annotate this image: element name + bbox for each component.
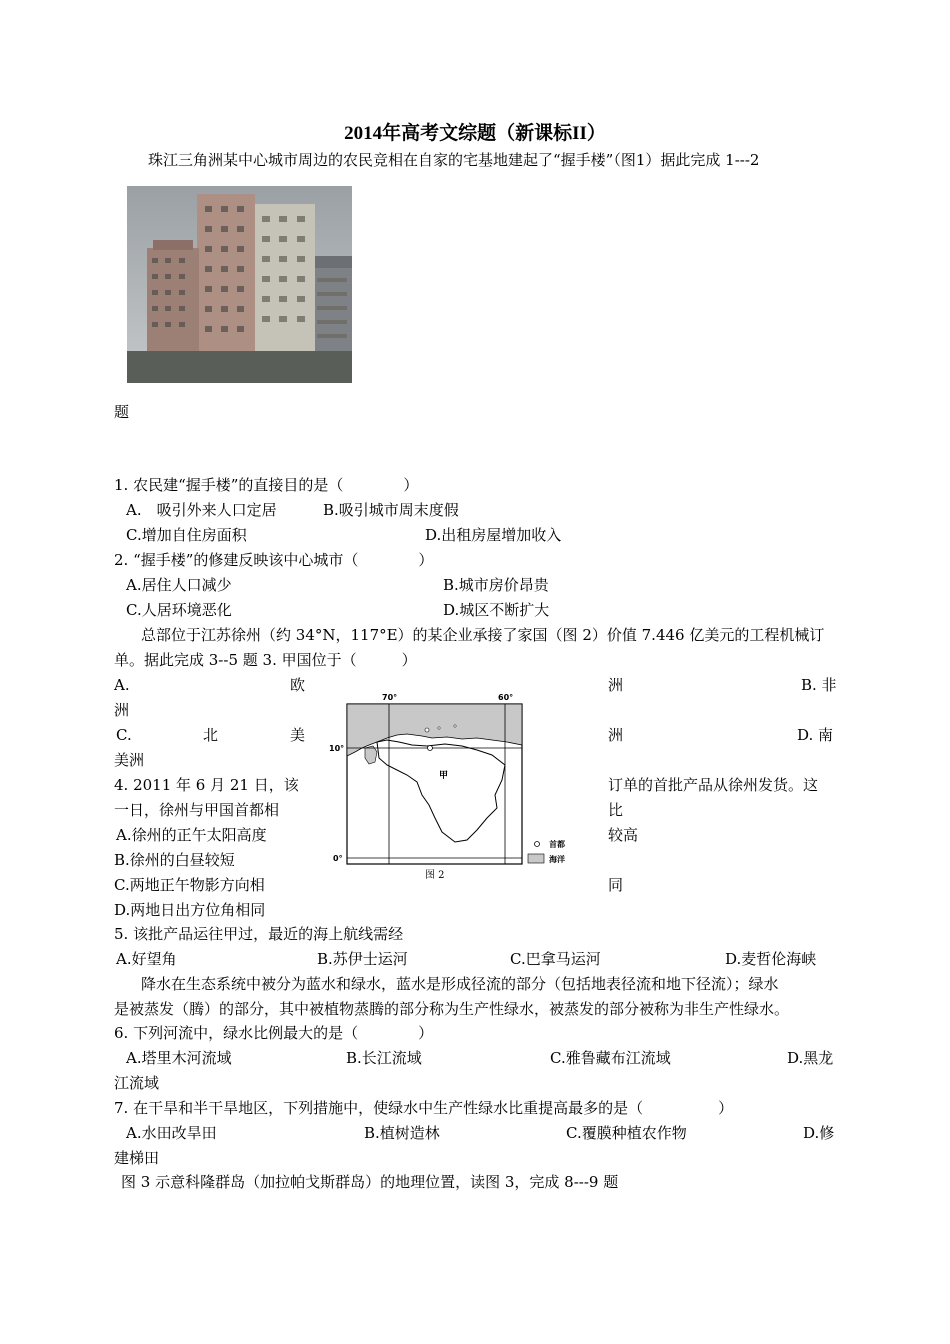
q7-option-b: B.植树造林 <box>364 1124 440 1142</box>
q3-option-a-text-2: 洲 <box>608 676 624 694</box>
lat-label-10: 10° <box>329 744 345 753</box>
lat-label-0: 0° <box>333 854 343 863</box>
q4-option-d: D.两地日出方位角相同 <box>114 901 266 919</box>
q3-option-a-label: A. <box>114 676 130 694</box>
q6-option-d-1: D.黑龙 <box>787 1049 834 1067</box>
q4-line-2a: 一日，徐州与甲国首都相 <box>114 801 280 819</box>
passage2-line-2: 单。据此完成 3--5 题 3. 甲国位于（ ） <box>114 651 417 669</box>
q1-option-b: B.吸引城市周末度假 <box>323 501 459 519</box>
passage3-line-2: 是被蒸发（腾）的部分，其中被植物蒸腾的部分称为生产性绿水，被蒸发的部分被称为非生产性绿水。 <box>114 1000 790 1018</box>
q1-option-a: A. 吸引外来人口定居 <box>126 501 277 519</box>
q4-option-a-1: A.徐州的正午太阳高度 <box>116 826 267 844</box>
q3-option-d-text: 美洲 <box>114 751 145 769</box>
q4-option-a-2: 较高 <box>608 826 639 844</box>
q4-option-c-1: C.两地正午物影方向相 <box>114 876 265 894</box>
q3-option-d-label: D. 南 <box>797 726 834 744</box>
q2-option-d: D.城区不断扩大 <box>443 601 550 619</box>
country-label: 甲 <box>439 771 449 781</box>
q2-option-c: C.人居环境恶化 <box>126 601 232 619</box>
q3-option-c-text-1: 北 <box>203 726 219 744</box>
q7-stem: 7. 在干旱和半干旱地区，下列措施中，使绿水中生产性绿水比重提高最多的是（ ） <box>114 1099 734 1117</box>
q7-option-a: A.水田改旱田 <box>126 1124 217 1142</box>
q4-option-c-2: 同 <box>608 876 624 894</box>
page-title: 2014年高考文综题（新课标II） <box>344 123 606 144</box>
q2-option-b: B.城市房价昂贵 <box>443 576 549 594</box>
q4-line-1b: 订单的首批产品从徐州发货。这 <box>608 776 819 794</box>
q5-option-b: B.苏伊士运河 <box>317 950 408 968</box>
q3-option-b-text: 洲 <box>114 701 130 719</box>
q7-option-c: C.覆膜种植农作物 <box>566 1124 687 1142</box>
figure-2-caption: 图 2 <box>425 870 445 881</box>
q4-line-2b: 比 <box>608 801 624 819</box>
q5-option-c: C.巴拿马运河 <box>510 950 601 968</box>
q3-option-b-label: B. 非 <box>801 676 837 694</box>
q2-stem: 2. “握手楼”的修建反映该中心城市（ ） <box>114 551 434 569</box>
lon-label-70: 70° <box>382 693 398 702</box>
legend-ocean: 海洋 <box>549 855 565 864</box>
q3-option-c-text-2: 美 <box>290 726 306 744</box>
q5-stem: 5. 该批产品运往甲过，最近的海上航线需经 <box>114 925 404 943</box>
lon-label-60: 60° <box>498 693 514 702</box>
q6-option-a: A.塔里木河流域 <box>126 1049 232 1067</box>
q2-option-a: A.居住人口减少 <box>126 576 232 594</box>
q1-option-c: C.增加自住房面积 <box>126 526 247 544</box>
intro-line-2: 题 <box>114 403 130 421</box>
q6-option-d-2: 江流域 <box>114 1074 160 1092</box>
q1-stem: 1. 农民建“握手楼”的直接目的是（ ） <box>114 476 419 494</box>
q5-option-d: D.麦哲伦海峡 <box>725 950 817 968</box>
q4-line-1a: 4. 2011 年 6 月 21 日，该 <box>114 776 299 794</box>
capital-marker <box>428 746 433 751</box>
q7-option-d-1: D.修 <box>803 1124 835 1142</box>
figure-2-map <box>327 690 592 885</box>
q3-option-c-text-3: 洲 <box>608 726 624 744</box>
q5-option-a: A.好望角 <box>116 950 177 968</box>
legend-capital: 首都 <box>549 840 565 849</box>
q4-option-b: B.徐州的白昼较短 <box>114 851 235 869</box>
q7-option-d-2: 建梯田 <box>114 1149 160 1167</box>
q6-option-b: B.长江流域 <box>346 1049 422 1067</box>
q6-stem: 6. 下列河流中，绿水比例最大的是（ ） <box>114 1024 434 1042</box>
intro-line-1: 珠江三角洲某中心城市周边的农民竞相在自家的宅基地建起了“握手楼”（图1）据此完成 1---2 <box>148 151 760 169</box>
figure-3-intro: 图 3 示意科隆群岛（加拉帕戈斯群岛）的地理位置，读图 3，完成 8---9 题 <box>121 1173 619 1191</box>
passage2-line-1: 总部位于江苏徐州（约 34°N，117°E）的某企业承接了家国（图 2）价值 7.446 亿美元的工程机械订 <box>141 626 825 644</box>
q3-option-c-label: C. <box>116 726 132 744</box>
handshake-buildings-photo <box>127 186 352 383</box>
q1-option-d: D.出租房屋增加收入 <box>425 526 562 544</box>
q3-option-a-text-1: 欧 <box>290 676 306 694</box>
passage3-line-1: 降水在生态系统中被分为蓝水和绿水，蓝水是形成径流的部分（包括地表径流和地下径流）；绿水 <box>141 975 779 993</box>
q6-option-c: C.雅鲁藏布江流域 <box>550 1049 671 1067</box>
